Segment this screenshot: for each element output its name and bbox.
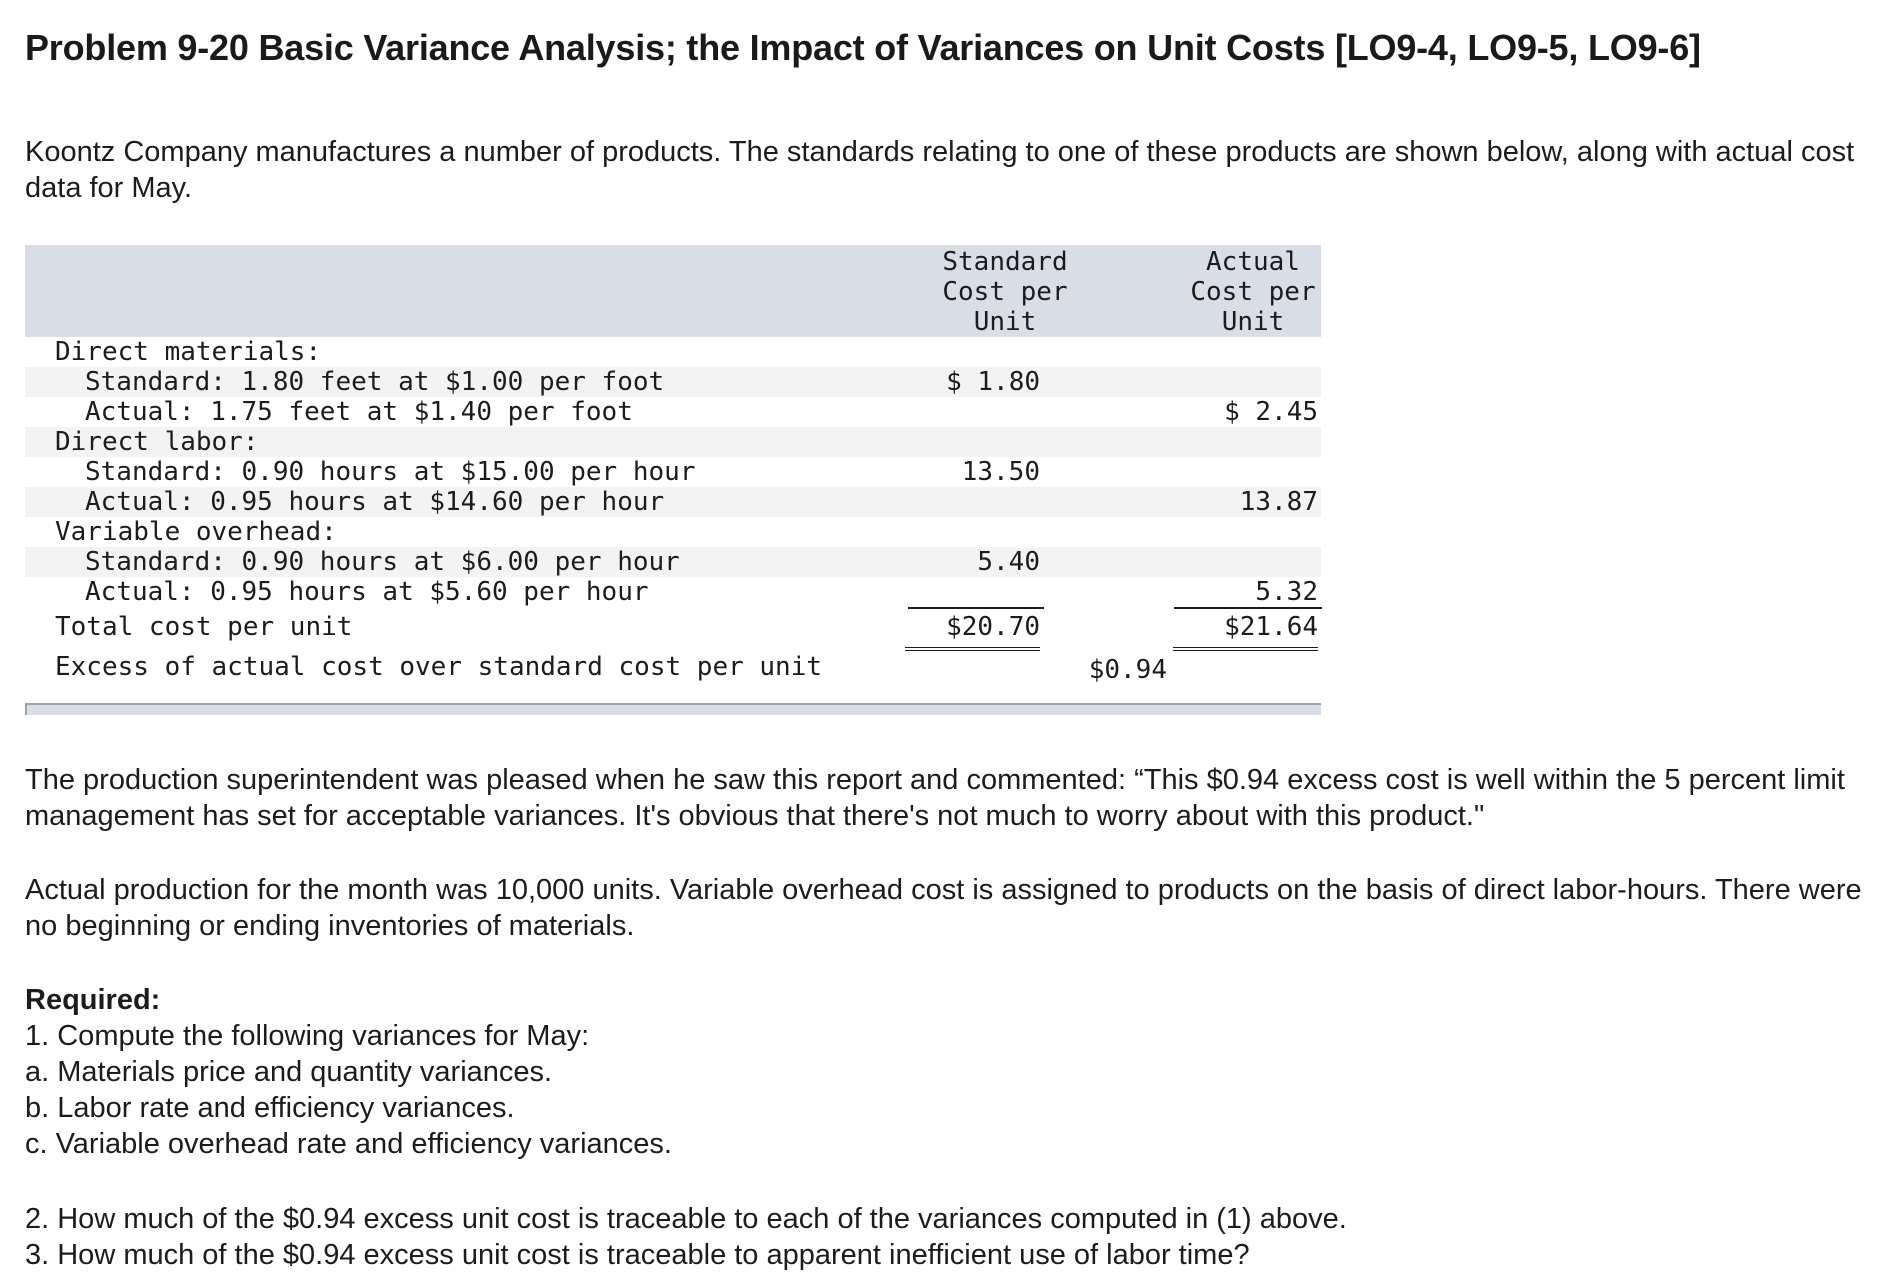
total-standard-value: $20.70	[905, 607, 1040, 651]
question-item: 3. How much of the $0.94 excess unit cost is traceable to apparent inefficient use of labor time?	[25, 1239, 1250, 1271]
required-item: 1. Compute the following variances for May:	[25, 1020, 590, 1052]
table-row	[25, 487, 1321, 517]
total-label: Total cost per unit	[55, 612, 353, 642]
table-row	[25, 517, 1321, 547]
excess-label: Excess of actual cost over standard cost per unit	[55, 652, 823, 682]
page-title: Problem 9-20 Basic Variance Analysis; the Impact of Variances on Unit Costs [LO9-4, LO9-5, LO9-6]	[25, 27, 1701, 68]
table-header	[25, 245, 1321, 337]
row-label: Variable overhead:	[55, 517, 337, 547]
table-row	[25, 577, 1321, 607]
actual-cost-value: $ 2.45	[1224, 397, 1318, 427]
table-row	[25, 457, 1321, 487]
table-row	[25, 427, 1321, 457]
row-label: Actual: 0.95 hours at $14.60 per hour	[85, 487, 665, 517]
table-row	[25, 337, 1321, 367]
actual-cost-value: 5.32	[1255, 577, 1318, 607]
required-item: c. Variable overhead rate and efficiency variances.	[25, 1128, 672, 1160]
production-paragraph: Actual production for the month was 10,000 units. Variable overhead cost is assigned to products on the basis of direct labor-hours. There were no beginning or ending inventories of materials.	[25, 874, 1862, 942]
standard-cost-header: Standard Cost per Unit	[942, 247, 1068, 337]
row-label: Actual: 0.95 hours at $5.60 per hour	[85, 577, 649, 607]
row-label: Standard: 0.90 hours at $6.00 per hour	[85, 547, 680, 577]
standard-cost-value: $ 1.80	[946, 367, 1040, 397]
total-row	[25, 607, 1321, 647]
required-item: a. Materials price and quantity variances.	[25, 1056, 553, 1088]
excess-value: $0.94	[1088, 655, 1167, 685]
row-label: Direct materials:	[55, 337, 322, 367]
total-actual-value: $21.64	[1173, 607, 1318, 651]
required-section	[25, 982, 1885, 1162]
required-item: b. Labor rate and efficiency variances.	[25, 1092, 515, 1124]
question-item: 2. How much of the $0.94 excess unit cost is traceable to each of the variances computed in (1) above.	[25, 1203, 1347, 1235]
questions-section	[25, 1201, 1885, 1273]
row-label: Direct labor:	[55, 427, 259, 457]
excess-row	[25, 647, 1321, 687]
table-footer-bar	[25, 703, 1321, 715]
table-row	[25, 547, 1321, 577]
superintendent-comment: The production superintendent was pleased when he saw this report and commented: “This $0.94 excess cost is well within the 5 percent limit management has set for acceptable variances. It's obvious that there's not much to worry about with this product."	[25, 764, 1845, 832]
standard-cost-value: 5.40	[977, 547, 1040, 577]
row-label: Actual: 1.75 feet at $1.40 per foot	[85, 397, 633, 427]
required-title: Required:	[25, 984, 161, 1016]
standard-cost-value: 13.50	[961, 457, 1040, 487]
table-row	[25, 367, 1321, 397]
intro-paragraph: Koontz Company manufactures a number of products. The standards relating to one of these products are shown below, along with actual cost data for May.	[25, 136, 1855, 204]
actual-cost-value: 13.87	[1239, 487, 1318, 517]
cost-table	[25, 245, 1321, 715]
row-label: Standard: 1.80 feet at $1.00 per foot	[85, 367, 665, 397]
row-label: Standard: 0.90 hours at $15.00 per hour	[85, 457, 696, 487]
actual-cost-header: Actual Cost per Unit	[1190, 247, 1316, 337]
table-row	[25, 397, 1321, 427]
